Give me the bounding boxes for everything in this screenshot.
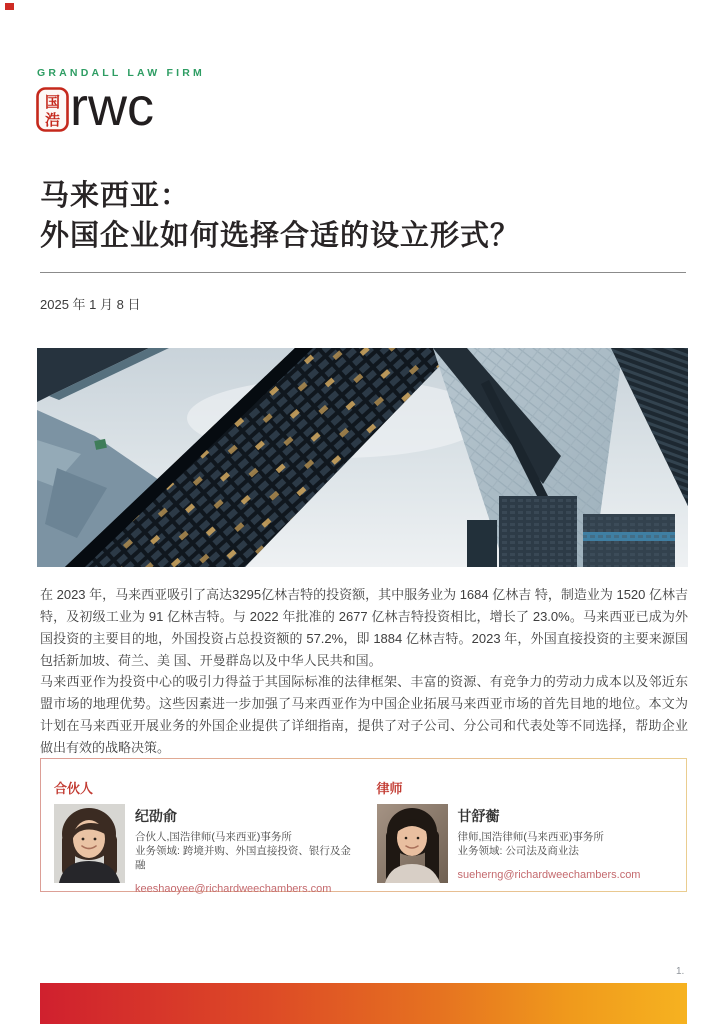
seal-char-top: 国 bbox=[44, 94, 61, 111]
grandall-seal-icon bbox=[36, 87, 69, 137]
publish-date: 2025 年 1 月 8 日 bbox=[40, 297, 141, 312]
page-title-line1: 马来西亚： bbox=[40, 180, 191, 212]
hero-image bbox=[37, 348, 688, 567]
partner-headshot-photo bbox=[54, 804, 125, 883]
corner-print-mark bbox=[5, 3, 14, 10]
rwc-logo: rwc bbox=[70, 77, 154, 137]
role-label-partner: 合伙人 bbox=[54, 781, 94, 796]
seal-char-bottom: 浩 bbox=[44, 112, 61, 129]
role-label-lawyer: 律师 bbox=[376, 781, 403, 796]
partner-practice-areas: 业务领域: 跨境并购、外国直接投资、银行及金融 bbox=[135, 845, 351, 871]
lawyer-headshot-photo bbox=[377, 804, 448, 883]
page-title-line2: 外国企业如何选择合适的设立形式？ bbox=[40, 220, 521, 252]
title-divider bbox=[40, 272, 686, 273]
lawyer-affiliation: 律师,国浩律师(马来西亚)事务所 bbox=[457, 831, 604, 843]
firm-name: GRANDALL LAW FIRM bbox=[37, 67, 205, 79]
lawyer-practice-areas: 业务领域: 公司法及商业法 bbox=[457, 845, 579, 857]
partner-affiliation: 合伙人,国浩律师(马来西亚)事务所 bbox=[135, 831, 292, 843]
author-card-partner bbox=[41, 759, 364, 895]
authors-box bbox=[40, 758, 687, 895]
lawyer-name: 甘舒蘅 bbox=[457, 808, 500, 824]
body-paragraph-1: 在 2023 年，马来西亚吸引了高达3295亿林吉特的投资额，其中服务业为 1684 亿林吉 特，制造业为 1520 亿林吉特，及初级工业为 91 亿林吉特。与 2022 年批准的 2677 亿林吉特投资相比，增长了 23.0%。马来西亚已成为外国投资的主要目的地，外国投资占总投资额的 57.2%，即 1884 亿林吉特。2023 年，外国直接投资的主要来源国包括新加坡、荷兰、美 国、开曼群岛以及中华人民共和国。 bbox=[40, 587, 688, 668]
body-paragraph-2: 马来西亚作为投资中心的吸引力得益于其国际标准的法律框架、丰富的资源、有竞争力的劳动力成本以及邻近东盟市场的地理优势。这些因素进一步加强了马来西亚作为中国企业拓展马来西亚市场的首先目地的地位。本文为计划在马来西亚开展业务的外国企业提供了详细指南，提供了对子公司、分公司和代表处等不同选择，帮助企业做出有效的战略决策。 bbox=[40, 674, 688, 755]
footer-gradient-bar bbox=[40, 983, 687, 1024]
author-card-lawyer bbox=[364, 759, 687, 891]
page-number: 1. bbox=[676, 966, 685, 977]
lawyer-email-link[interactable]: sueherng@richardweechambers.com bbox=[457, 869, 641, 881]
partner-email-link[interactable]: keeshaoyee@richardweechambers.com bbox=[135, 883, 332, 895]
partner-name: 纪劭俞 bbox=[135, 808, 177, 824]
page-title bbox=[40, 176, 520, 256]
